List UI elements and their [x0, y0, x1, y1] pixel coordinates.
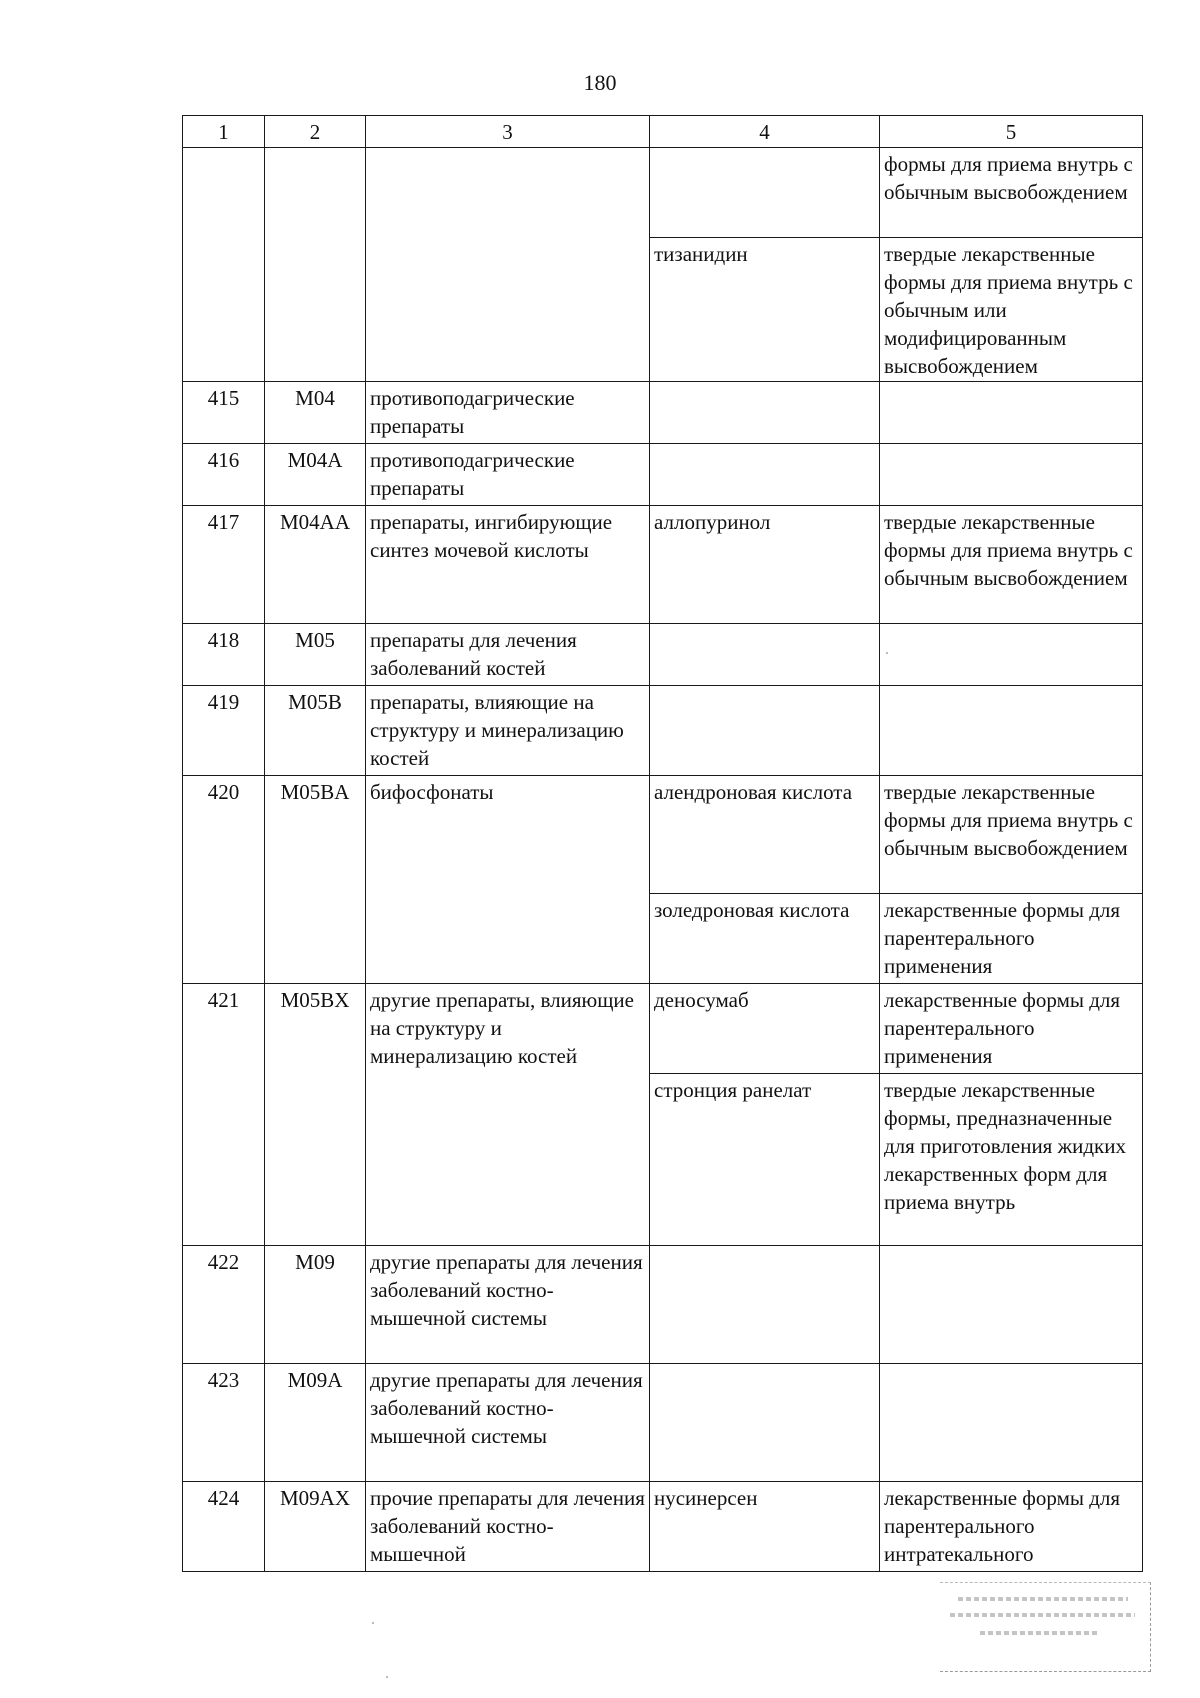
group-name: противоподагрические препараты	[366, 382, 650, 444]
dosage-form	[880, 382, 1143, 444]
column-header-4: 4	[650, 116, 880, 148]
group-name: препараты, влияющие на структуру и минерализацию костей	[366, 686, 650, 776]
atc-code: M09A	[265, 1364, 366, 1482]
drug-name: стронция ранелат	[650, 1074, 880, 1246]
row-number: 419	[183, 686, 265, 776]
drug-name	[650, 686, 880, 776]
dosage-form	[880, 624, 1143, 686]
row-number: 420	[183, 776, 265, 984]
scan-speck	[886, 652, 888, 654]
group-name: другие препараты для лечения заболеваний костно-мышечной системы	[366, 1364, 650, 1482]
table-row	[183, 624, 1143, 686]
row-number	[183, 148, 265, 382]
group-name	[366, 148, 650, 382]
row-number: 416	[183, 444, 265, 506]
table-row	[183, 148, 1143, 238]
group-name: препараты для лечения заболеваний костей	[366, 624, 650, 686]
column-header-3: 3	[366, 116, 650, 148]
group-name: другие препараты для лечения заболеваний костно-мышечной системы	[366, 1246, 650, 1364]
row-number: 423	[183, 1364, 265, 1482]
table-row	[183, 1482, 1143, 1572]
table-header-row	[183, 116, 1143, 148]
drug-name	[650, 1364, 880, 1482]
dosage-form	[880, 1364, 1143, 1482]
atc-code	[265, 148, 366, 382]
row-number: 421	[183, 984, 265, 1246]
page-number: 180	[583, 70, 617, 95]
atc-code: M05	[265, 624, 366, 686]
table-row	[183, 1246, 1143, 1364]
dosage-form	[880, 444, 1143, 506]
drug-list-table	[182, 115, 1143, 1572]
table-row	[183, 444, 1143, 506]
drug-name: тизанидин	[650, 238, 880, 382]
drug-name	[650, 1246, 880, 1364]
scan-speck	[372, 1622, 374, 1624]
drug-name	[650, 444, 880, 506]
atc-code: M09AX	[265, 1482, 366, 1572]
drug-name: золедроновая кислота	[650, 894, 880, 984]
group-name: препараты, ингибирующие синтез мочевой кислоты	[366, 506, 650, 624]
dosage-form: твердые лекарственные формы, предназначенные для приготовления жидких лекарственных форм для приема внутрь	[880, 1074, 1143, 1246]
row-number: 424	[183, 1482, 265, 1572]
table-row	[183, 1364, 1143, 1482]
table-row	[183, 686, 1143, 776]
dosage-form: лекарственные формы для парентерального применения	[880, 984, 1143, 1074]
column-header-2: 2	[265, 116, 366, 148]
column-header-1: 1	[183, 116, 265, 148]
drug-name: нусинерсен	[650, 1482, 880, 1572]
atc-code: M05B	[265, 686, 366, 776]
atc-code: M04	[265, 382, 366, 444]
drug-name	[650, 148, 880, 238]
table-row	[183, 984, 1143, 1074]
table-header	[183, 116, 1143, 148]
table-row	[183, 776, 1143, 894]
atc-code: M05BA	[265, 776, 366, 984]
table-body	[183, 148, 1143, 1572]
atc-code: M04A	[265, 444, 366, 506]
scan-stamp-mark	[940, 1582, 1151, 1672]
row-number: 418	[183, 624, 265, 686]
atc-code: M04AA	[265, 506, 366, 624]
atc-code: M09	[265, 1246, 366, 1364]
dosage-form: твердые лекарственные формы для приема внутрь с обычным высвобождением	[880, 506, 1143, 624]
table-row	[183, 382, 1143, 444]
scan-speck	[386, 1676, 388, 1678]
dosage-form: формы для приема внутрь с обычным высвобождением	[880, 148, 1143, 238]
drug-name: аллопуринол	[650, 506, 880, 624]
dosage-form	[880, 686, 1143, 776]
drug-name: деносумаб	[650, 984, 880, 1074]
atc-code: M05BX	[265, 984, 366, 1246]
row-number: 422	[183, 1246, 265, 1364]
group-name: другие препараты, влияющие на структуру и минерализацию костей	[366, 984, 650, 1246]
row-number: 417	[183, 506, 265, 624]
drug-name: алендроновая кислота	[650, 776, 880, 894]
dosage-form: твердые лекарственные формы для приема внутрь с обычным или модифицированным высвобождением	[880, 238, 1143, 382]
dosage-form: лекарственные формы для парентерального применения	[880, 894, 1143, 984]
drug-name	[650, 624, 880, 686]
group-name: противоподагрические препараты	[366, 444, 650, 506]
dosage-form: лекарственные формы для парентерального интратекального	[880, 1482, 1143, 1572]
column-header-5: 5	[880, 116, 1143, 148]
dosage-form: твердые лекарственные формы для приема внутрь с обычным высвобождением	[880, 776, 1143, 894]
group-name: прочие препараты для лечения заболеваний костно-мышечной	[366, 1482, 650, 1572]
dosage-form	[880, 1246, 1143, 1364]
table-row	[183, 506, 1143, 624]
drug-name	[650, 382, 880, 444]
row-number: 415	[183, 382, 265, 444]
group-name: бифосфонаты	[366, 776, 650, 984]
